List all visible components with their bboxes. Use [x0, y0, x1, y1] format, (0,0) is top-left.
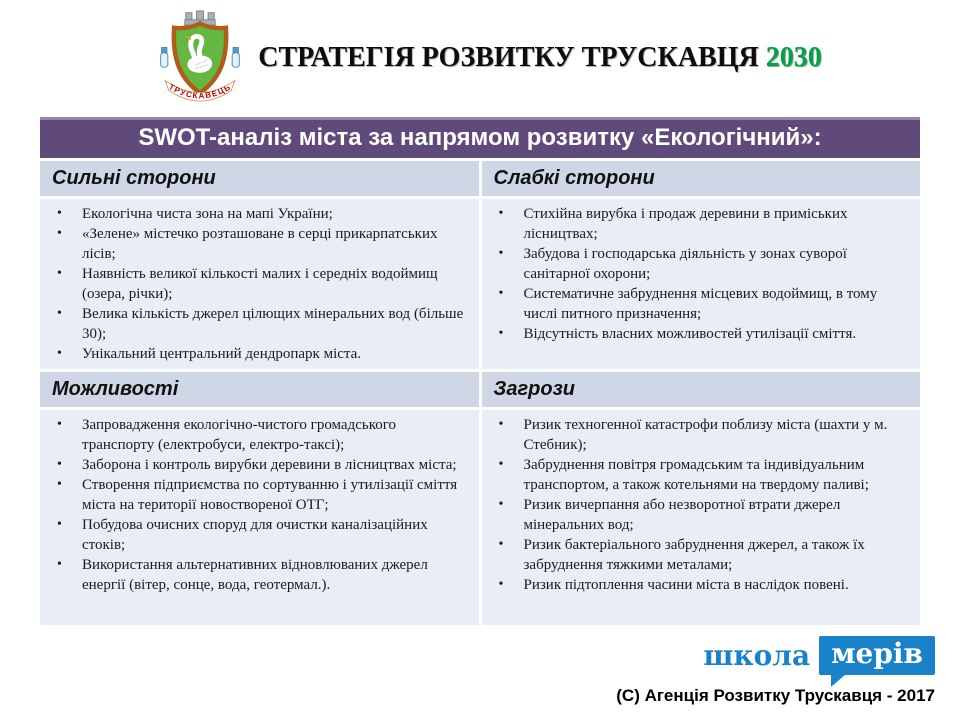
list-item: • Відсутність власних можливостей утилізації сміття. — [482, 324, 913, 344]
list-item: • Забруднення повітря громадським та індивідуальним транспортом, а також котельнями на твердому паливі; — [482, 455, 913, 495]
list-item: • Систематичне забруднення місцевих водоймищ, в тому числі питного призначення; — [482, 284, 913, 324]
logo-box-meriv — [819, 636, 935, 675]
strengths-cell — [40, 199, 479, 369]
list-item: • «Зелене» містечко розташоване в серці прикарпатських лісів; — [40, 224, 471, 264]
strengths-header-label: Сильні сторони — [52, 167, 216, 189]
opportunities-cell — [40, 410, 479, 625]
list-item: • Побудова очисних споруд для очистки каналізаційних стоків; — [40, 515, 471, 555]
list-item: • Стихійна вирубка і продаж деревини в приміських лісництвах; — [482, 204, 913, 244]
weaknesses-header — [482, 161, 921, 196]
list-item: • Заборона і контроль вирубки деревини в лісництвах міста; — [40, 455, 471, 475]
opportunities-header — [40, 372, 479, 407]
banner-text: SWOT-аналіз міста за напрямом розвитку «Екологічний»: — [138, 123, 822, 151]
list-item: • Ризик підтоплення часини міста в наслідок повені. — [482, 575, 913, 595]
threats-cell — [482, 410, 921, 625]
opportunities-list — [40, 415, 471, 595]
strengths-list — [40, 204, 471, 364]
threats-header — [482, 372, 921, 407]
truskavets-emblem — [150, 10, 250, 110]
title-text: СТРАТЕГІЯ РОЗВИТКУ ТРУСКАВЦЯ — [258, 42, 759, 73]
weaknesses-list — [482, 204, 913, 344]
list-item: • Ризик техногенної катастрофи поблизу міста (шахти у м. Стебник); — [482, 415, 913, 455]
threats-header-label: Загрози — [493, 378, 576, 400]
list-item: • Використання альтернативних відновлюваних джерел енергії (вітер, сонце, вода, геотермал.). — [40, 555, 471, 595]
list-item: • Забудова і господарська діяльність у зонах суворої санітарної охорони; — [482, 244, 913, 284]
strengths-header — [40, 161, 479, 196]
list-item: • Запровадження екологічно-чистого громадського транспорту (електробуси, електро-таксі); — [40, 415, 471, 455]
shkola-meriv-logo — [703, 636, 935, 675]
logo-text-shkola: школа — [703, 639, 811, 672]
coat-of-arms-icon — [150, 10, 250, 110]
list-item: • Ризик вичерпання або незворотної втрати джерел мінеральних вод; — [482, 495, 913, 535]
list-item: • Наявність великої кількості малих і середніх водоймищ (озера, річки); — [40, 264, 471, 304]
list-item: • Створення підприємства по сортуванню і утилізації сміття міста на території новоствореної ОТГ; — [40, 475, 471, 515]
list-item: • Унікальний центральний дендропарк міста. — [40, 344, 471, 364]
weaknesses-header-label: Слабкі сторони — [493, 167, 655, 189]
swot-banner — [40, 117, 920, 158]
list-item: • Велика кількість джерел цілющих мінеральних вод (більше 30); — [40, 304, 471, 344]
title-year: 2030 — [765, 42, 822, 73]
logo-text-meriv: мерів — [831, 637, 923, 670]
copyright-text: (С) Агенція Розвитку Трускавця - 2017 — [616, 686, 935, 705]
opportunities-header-label: Можливості — [52, 378, 179, 400]
list-item: • Екологічна чиста зона на мапі України; — [40, 204, 471, 224]
threats-list — [482, 415, 913, 595]
weaknesses-cell — [482, 199, 921, 369]
list-item: • Ризик бактеріального забруднення джерел, а також їх забруднення тяжкими металами; — [482, 535, 913, 575]
page-title — [240, 42, 840, 74]
swot-table — [40, 161, 920, 625]
emblem-ribbon-text: ТРУСКАВЕЦЬ — [167, 82, 233, 101]
